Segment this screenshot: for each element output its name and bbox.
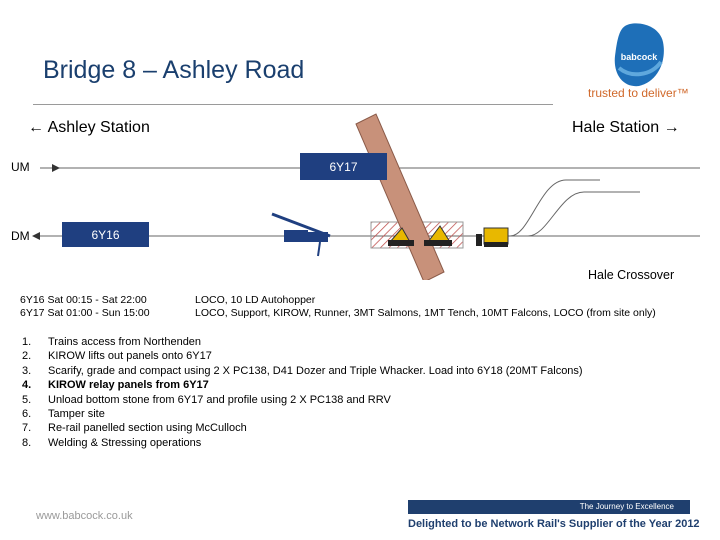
dozer-icon [476,228,508,247]
logo-tagline: trusted to deliver™ [588,86,689,100]
possession-label-6y17: 6Y17 Sat 01:00 - Sun 15:00 [20,307,150,319]
list-item: 6. Tamper site [22,407,105,420]
list-item: 1. Trains access from Northenden [22,336,202,348]
title-divider [33,104,553,105]
bridge-shape [356,114,444,280]
logo-wordmark: babcock [620,52,658,62]
page-title: Bridge 8 – Ashley Road [43,56,305,84]
footer-banner [408,500,700,534]
crossover-label: Hale Crossover [588,268,675,282]
list-item: 3. Scarify, grade and compact using 2 X PC138, D41 Dozer and Triple Whacker. Load into 6Y18 (20MT Falcons) [22,364,583,377]
consist-6y16: LOCO, 10 LD Autohopper [195,294,316,306]
footer-url[interactable]: www.babcock.co.uk [36,510,133,522]
footer-banner-bottom: Delighted to be Network Rail's Supplier of the Year 2012 [408,518,700,530]
track-label-down: DM [11,229,30,243]
consist-6y17: LOCO, Support, KIROW, Runner, 3MT Salmons, 1MT Tench, 10MT Falcons, LOCO (from site only) [195,307,656,319]
steps-list [22,335,583,450]
track-label-up: UM [11,160,30,174]
track-diagram [0,110,720,280]
train-6y16: 6Y16 [62,222,149,247]
footer-banner-top: The Journey to Excellence [408,500,690,514]
crossover-lines [510,180,640,236]
station-right: Hale Station → [572,119,680,136]
list-item: 8. Welding & Stressing operations [22,436,202,449]
kirow-crane-icon [272,214,330,256]
list-item: 4. KIROW relay panels from 6Y17 [22,379,209,392]
list-item: 7. Re-rail panelled section using McCulloch [22,422,247,435]
train-6y17: 6Y17 [300,153,387,180]
possession-label-6y16: 6Y16 Sat 00:15 - Sat 22:00 [20,294,147,306]
list-item: 2. KIROW lifts out panels onto 6Y17 [22,350,212,363]
list-item: 5. Unload bottom stone from 6Y17 and profile using 2 X PC138 and RRV [22,393,391,406]
station-left: ← Ashley Station [28,119,150,136]
